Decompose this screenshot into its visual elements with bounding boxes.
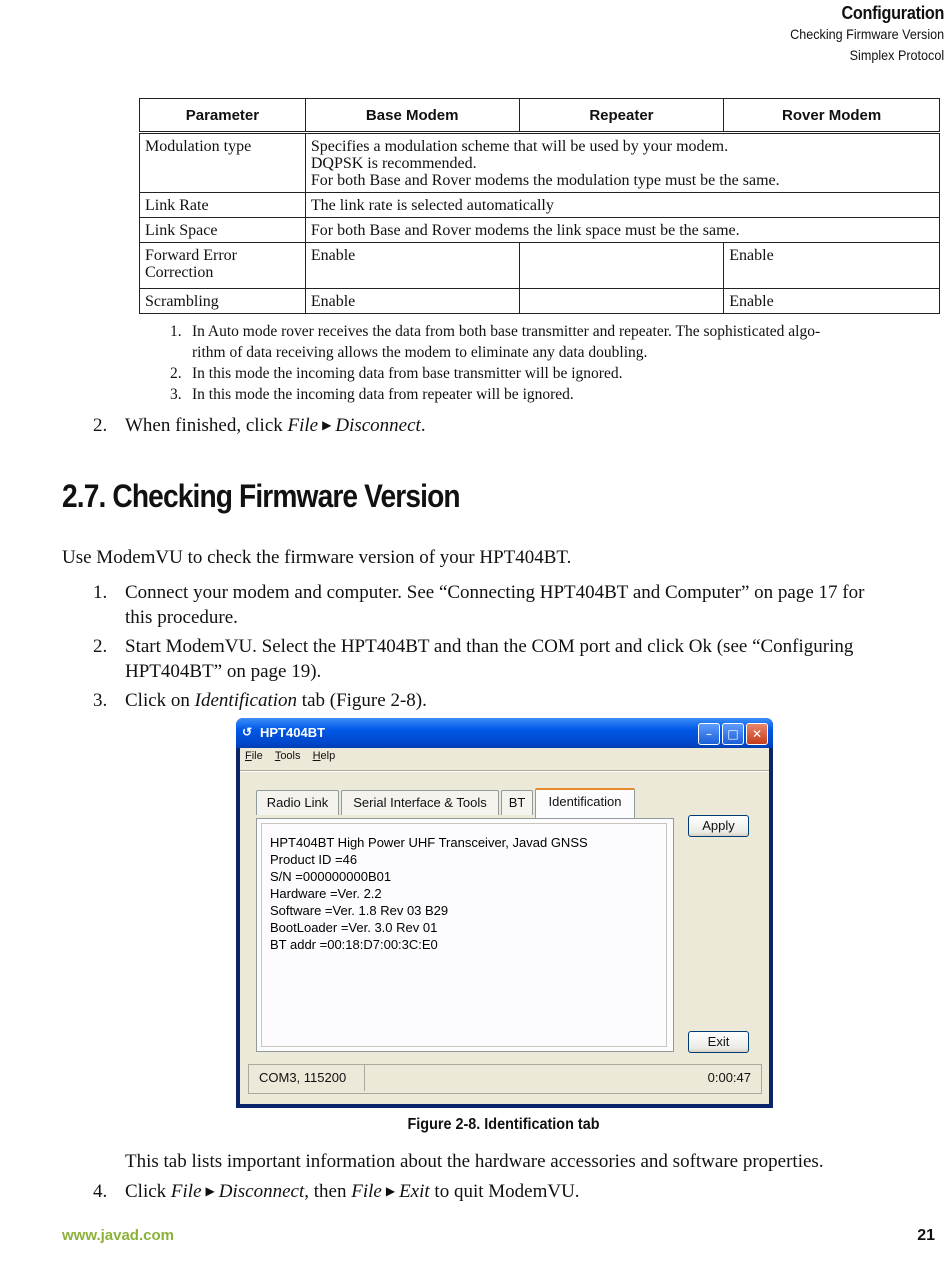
app-icon: ↺ bbox=[242, 725, 253, 739]
status-bar bbox=[248, 1064, 762, 1094]
menu-bar bbox=[240, 750, 339, 770]
table-cell: Enable bbox=[305, 243, 519, 289]
footnote-number: 3. bbox=[170, 386, 182, 403]
step-text: Click File ▶ Disconnect, then File ▶ Exit to quit ModemVU. bbox=[125, 1181, 580, 1202]
step-text: Click on Identification tab (Figure 2-8). bbox=[125, 690, 427, 711]
cell-line: DQPSK is recommended. bbox=[310, 155, 477, 172]
step-number: 1. bbox=[93, 582, 108, 603]
device-info bbox=[270, 834, 588, 953]
table-row bbox=[140, 193, 940, 218]
status-time: 0:00:47 bbox=[707, 1070, 751, 1085]
step-text: Connect your modem and computer. See “Connecting HPT404BT and Computer” on page 17 for this procedure. bbox=[125, 582, 865, 628]
tab-bt[interactable]: BT bbox=[501, 790, 533, 815]
footer-url[interactable]: www.javad.com bbox=[62, 1227, 174, 1244]
exit-button[interactable]: Exit bbox=[688, 1031, 749, 1053]
menu-file[interactable]: File bbox=[245, 750, 263, 762]
menu-arrow-icon: ▶ bbox=[205, 1184, 215, 1198]
window-title: HPT404BT bbox=[260, 725, 326, 740]
close-icon: ✕ bbox=[751, 727, 763, 741]
running-header bbox=[773, 3, 944, 66]
footnote-line: In this mode the incoming data from repeater will be ignored. bbox=[192, 386, 574, 403]
info-line: Software =Ver. 1.8 Rev 03 B29 bbox=[270, 903, 449, 918]
apply-button[interactable]: Apply bbox=[688, 815, 749, 837]
step-number: 3. bbox=[93, 690, 108, 711]
table-cell: Enable bbox=[724, 289, 940, 314]
footnote-number: 1. bbox=[170, 323, 182, 340]
footnote-line: In Auto mode rover receives the data from both base transmitter and repeater. The sophisticated algo- bbox=[192, 323, 821, 340]
identification-panel bbox=[256, 818, 674, 1052]
table-header: Parameter bbox=[140, 99, 306, 133]
step-text: Start ModemVU. Select the HPT404BT and than the COM port and click Ok (see “Configuring HPT404BT” on page 19). bbox=[125, 636, 854, 682]
table-cell: Scrambling bbox=[140, 289, 306, 314]
tab-serial-interface[interactable]: Serial Interface & Tools bbox=[341, 790, 499, 815]
step-number: 2. bbox=[93, 636, 108, 657]
parameter-table bbox=[139, 98, 940, 314]
step-number: 4. bbox=[93, 1181, 108, 1202]
chapter-title: Configuration bbox=[841, 3, 944, 23]
modemvu-window bbox=[236, 718, 773, 1108]
table-cell bbox=[519, 289, 724, 314]
table-row bbox=[140, 243, 940, 289]
menu-arrow-icon: ▶ bbox=[322, 418, 332, 432]
section-heading: 2.7. Checking Firmware Version bbox=[62, 478, 460, 514]
step-text: When finished, click File ▶ Disconnect. bbox=[125, 415, 426, 436]
footnote bbox=[170, 384, 930, 405]
info-line: Hardware =Ver. 2.2 bbox=[270, 886, 382, 901]
table-header: Base Modem bbox=[305, 99, 519, 133]
table-cell: Enable bbox=[724, 243, 940, 289]
table-cell bbox=[519, 243, 724, 289]
cell-line: For both Base and Rover modems the modulation type must be the same. bbox=[310, 172, 780, 189]
window-titlebar[interactable] bbox=[236, 718, 773, 748]
info-line: BootLoader =Ver. 3.0 Rev 01 bbox=[270, 920, 438, 935]
window-client bbox=[240, 748, 769, 1104]
table-row bbox=[140, 289, 940, 314]
after-figure-paragraph: This tab lists important information about the hardware accessories and software properties. bbox=[125, 1151, 824, 1172]
info-line: BT addr =00:18:D7:00:3C:E0 bbox=[270, 937, 438, 952]
table-cell: The link rate is selected automatically bbox=[305, 193, 939, 218]
menu-arrow-icon: ▶ bbox=[385, 1184, 396, 1198]
tab-identification[interactable]: Identification bbox=[535, 788, 635, 818]
menu-tools[interactable]: Tools bbox=[274, 750, 301, 762]
table-header: Rover Modem bbox=[724, 99, 940, 133]
page-number: 21 bbox=[917, 1227, 935, 1244]
footnote-line: rithm of data receiving allows the modem to eliminate any data doubling. bbox=[192, 344, 648, 361]
menu-help[interactable]: Help bbox=[312, 750, 336, 762]
table-row bbox=[140, 133, 940, 193]
footnote bbox=[170, 363, 930, 384]
info-line: HPT404BT High Power UHF Transceiver, Javad GNSS bbox=[270, 835, 588, 850]
close-button[interactable] bbox=[746, 723, 768, 745]
footnote bbox=[170, 321, 930, 363]
table-cell: Modulation type bbox=[140, 133, 306, 193]
info-box bbox=[261, 823, 667, 1047]
footnote-number: 2. bbox=[170, 365, 182, 382]
table-cell: For both Base and Rover modems the link space must be the same. bbox=[305, 218, 939, 243]
status-port: COM3, 115200 bbox=[249, 1065, 365, 1091]
footnote-line: In this mode the incoming data from base transmitter will be ignored. bbox=[192, 365, 623, 382]
intro-paragraph: Use ModemVU to check the firmware version of your HPT404BT. bbox=[62, 547, 572, 568]
figure-caption: Figure 2-8. Identification tab bbox=[407, 1116, 600, 1133]
info-line: Product ID =46 bbox=[270, 852, 358, 867]
table-cell: Enable bbox=[305, 289, 519, 314]
table-row bbox=[140, 218, 940, 243]
subsection-title-header: Simplex Protocol bbox=[849, 47, 944, 63]
cell-line: Specifies a modulation scheme that will be used by your modem. bbox=[310, 138, 729, 155]
table-header-row bbox=[140, 99, 940, 133]
minimize-button[interactable] bbox=[698, 723, 720, 745]
table-footnotes bbox=[170, 321, 930, 405]
maximize-icon: □ bbox=[727, 727, 739, 741]
tab-radio-link[interactable]: Radio Link bbox=[256, 790, 339, 815]
cell-line: Forward Error bbox=[145, 247, 237, 264]
table-cell bbox=[305, 133, 939, 193]
minimize-icon: – bbox=[706, 727, 712, 741]
menu-divider bbox=[240, 770, 769, 772]
table-header: Repeater bbox=[519, 99, 724, 133]
table-cell: Link Rate bbox=[140, 193, 306, 218]
maximize-button[interactable] bbox=[722, 723, 744, 745]
section-title-header: Checking Firmware Version bbox=[789, 26, 944, 42]
info-line: S/N =000000000B01 bbox=[270, 869, 392, 884]
table-cell bbox=[140, 243, 306, 289]
step-number: 2. bbox=[93, 415, 108, 436]
cell-line: Correction bbox=[145, 264, 214, 281]
table-cell: Link Space bbox=[140, 218, 306, 243]
